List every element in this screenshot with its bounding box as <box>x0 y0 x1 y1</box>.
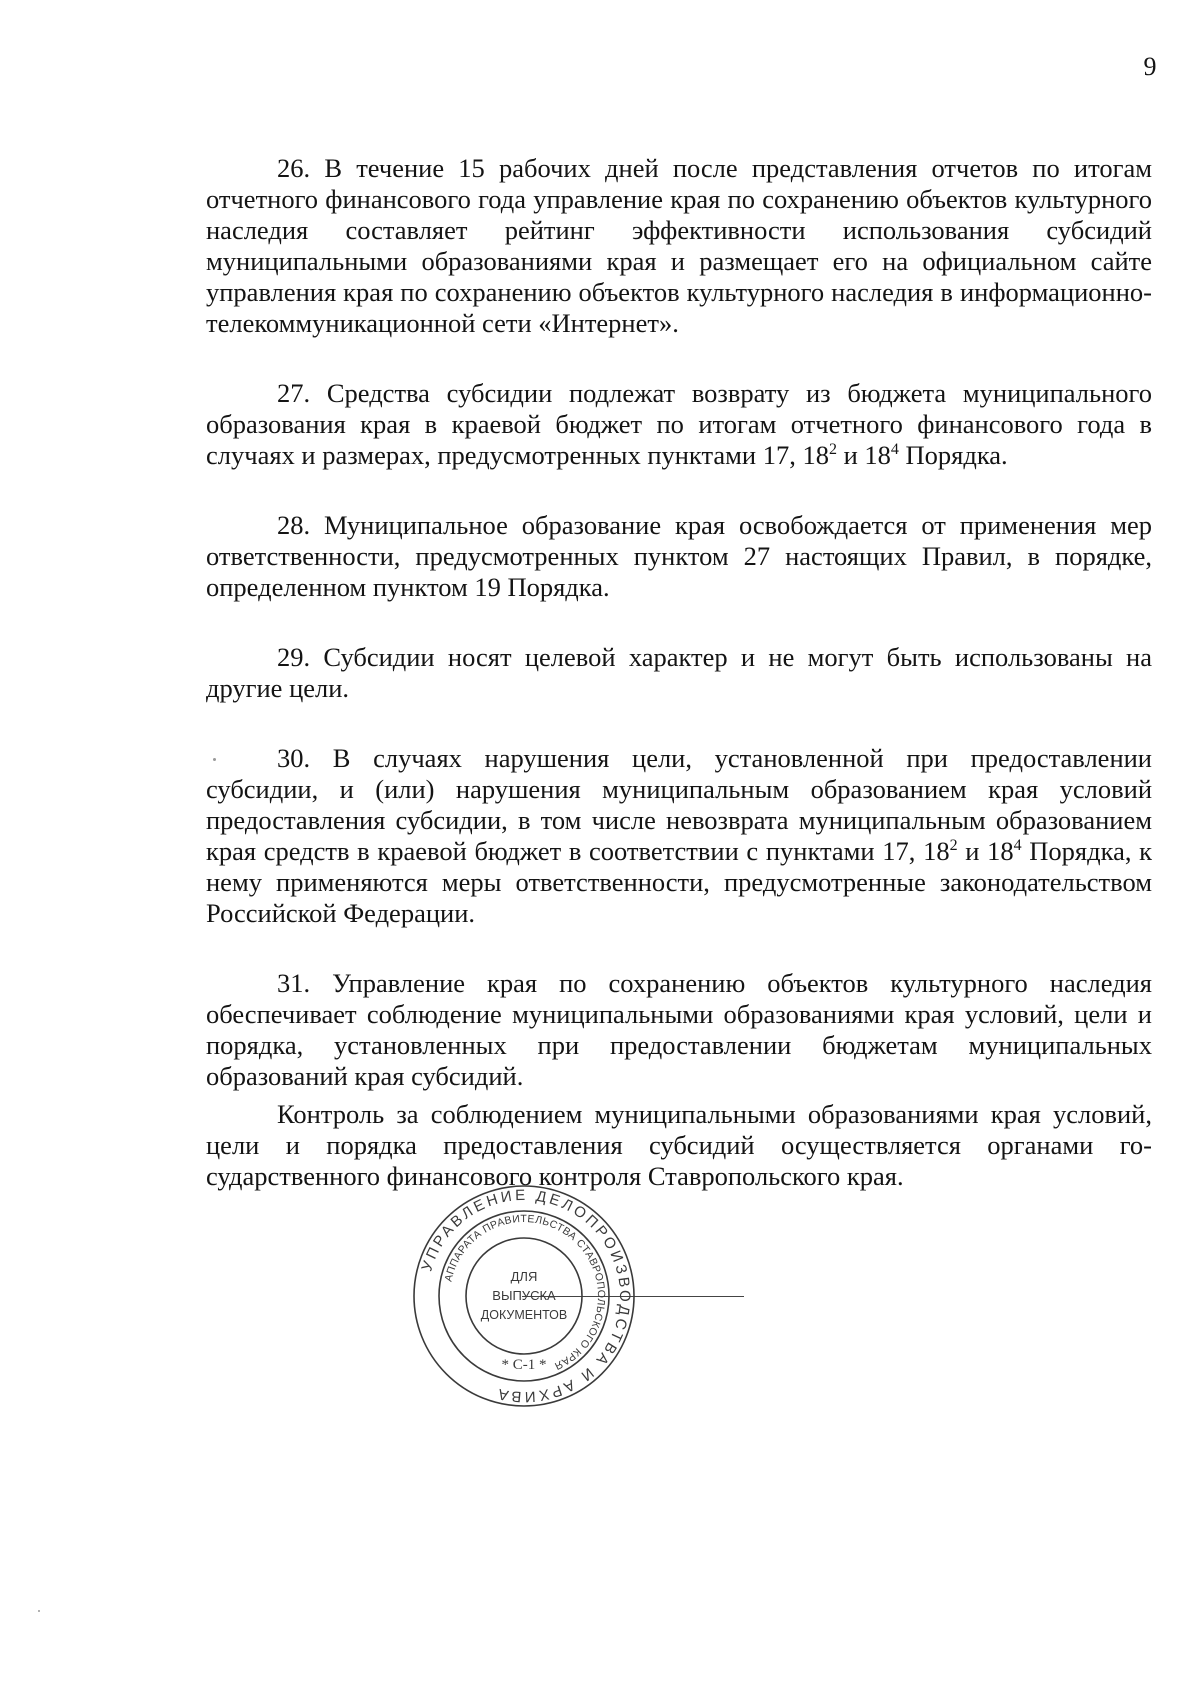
stamp-center-line-3: ДОКУМЕНТОВ <box>480 1308 568 1322</box>
paragraph-30-text-b: и 18 <box>957 836 1014 866</box>
stamp-center-line-1: ДЛЯ <box>510 1269 538 1284</box>
stamp-outer-text: УПРАВЛЕНИЕ ДЕЛОПРОИЗВОДСТВА И АРХИВА <box>418 1186 634 1406</box>
scan-speck <box>213 758 216 761</box>
stamp-inner-text: АППАРАТА ПРАВИТЕЛЬСТВА СТАВРОПОЛЬСКОГО КРАЯ <box>442 1212 608 1372</box>
paragraph-27-superscript-2: 4 <box>890 441 899 458</box>
paragraph-30-superscript-1: 2 <box>949 837 958 854</box>
stamp-center-line-2: ВЫПУСКА <box>492 1288 556 1303</box>
stamp-code: * С-1 * <box>501 1357 547 1373</box>
paragraph-30 <box>206 743 1152 929</box>
paragraph-29: 29. Субсидии носят целевой характер и не могут быть использованы на другие цели. <box>206 642 1152 703</box>
paragraph-27-superscript-1: 2 <box>828 441 837 458</box>
paragraph-31: 31. Управление края по сохранению объектов культурного наследия обеспечивает соблюдение муниципальными образованиями края условий, цели и порядка, установленных при предоставлении бюджетам муниципальных образований края субсидий. <box>206 968 1152 1091</box>
paragraph-30-superscript-2: 4 <box>1013 837 1022 854</box>
official-stamp <box>412 1184 636 1408</box>
paragraph-31-control: Контроль за соблюдением муниципальными образованиями края условий, цели и порядка предоставления субсидий осуществляется органами государственного финансового контроля Ставропольского края. <box>206 1099 1152 1191</box>
document-body <box>206 153 1152 1192</box>
paragraph-30-text-c: Порядка, к нему применяются меры ответственности, предусмотренные законодательством Российской Федерации. <box>206 836 1153 928</box>
paragraph-26: 26. В течение 15 рабочих дней после представления отчетов по итогам отчетного финансового года управление края по сохранению объектов культурного наследия составляет рейтинг эффективности использования субсидий муниципальными образованиями края и размещает его на официальном сайте управления края по сохранению объектов культурного наследия в информационно-телекоммуникационной сети «Интернет». <box>206 153 1152 338</box>
paragraph-27-text-b: и 18 <box>836 440 891 470</box>
paragraph-27-text-c: Порядка. <box>898 440 1008 470</box>
paragraph-28: 28. Муниципальное образование края освобождается от применения мер ответственности, предусмотренных пунктом 27 настоящих Правил, в порядке, определенном пунктом 19 Порядка. <box>206 510 1152 602</box>
paragraph-30-text-a: 30. В случаях нарушения цели, установленной при предоставлении субсидии, и (или) нарушения муниципальным образованием края условий предоставления субсидии, в том числе невозврата муниципальным образованием края средств в краевой бюджет в соответствии с пунктами 17, 18 <box>206 743 1152 866</box>
paragraph-27 <box>206 378 1152 471</box>
page-number: 9 <box>1143 52 1157 81</box>
scan-speck <box>38 1610 40 1612</box>
paragraph-27-text-a: 27. Средства субсидии подлежат возврату из бюджета муниципального образования края в краевой бюджет по итогам отчетного финансового года в случаях и размерах, предусмотренных пунктами 17, 18 <box>206 378 1152 470</box>
